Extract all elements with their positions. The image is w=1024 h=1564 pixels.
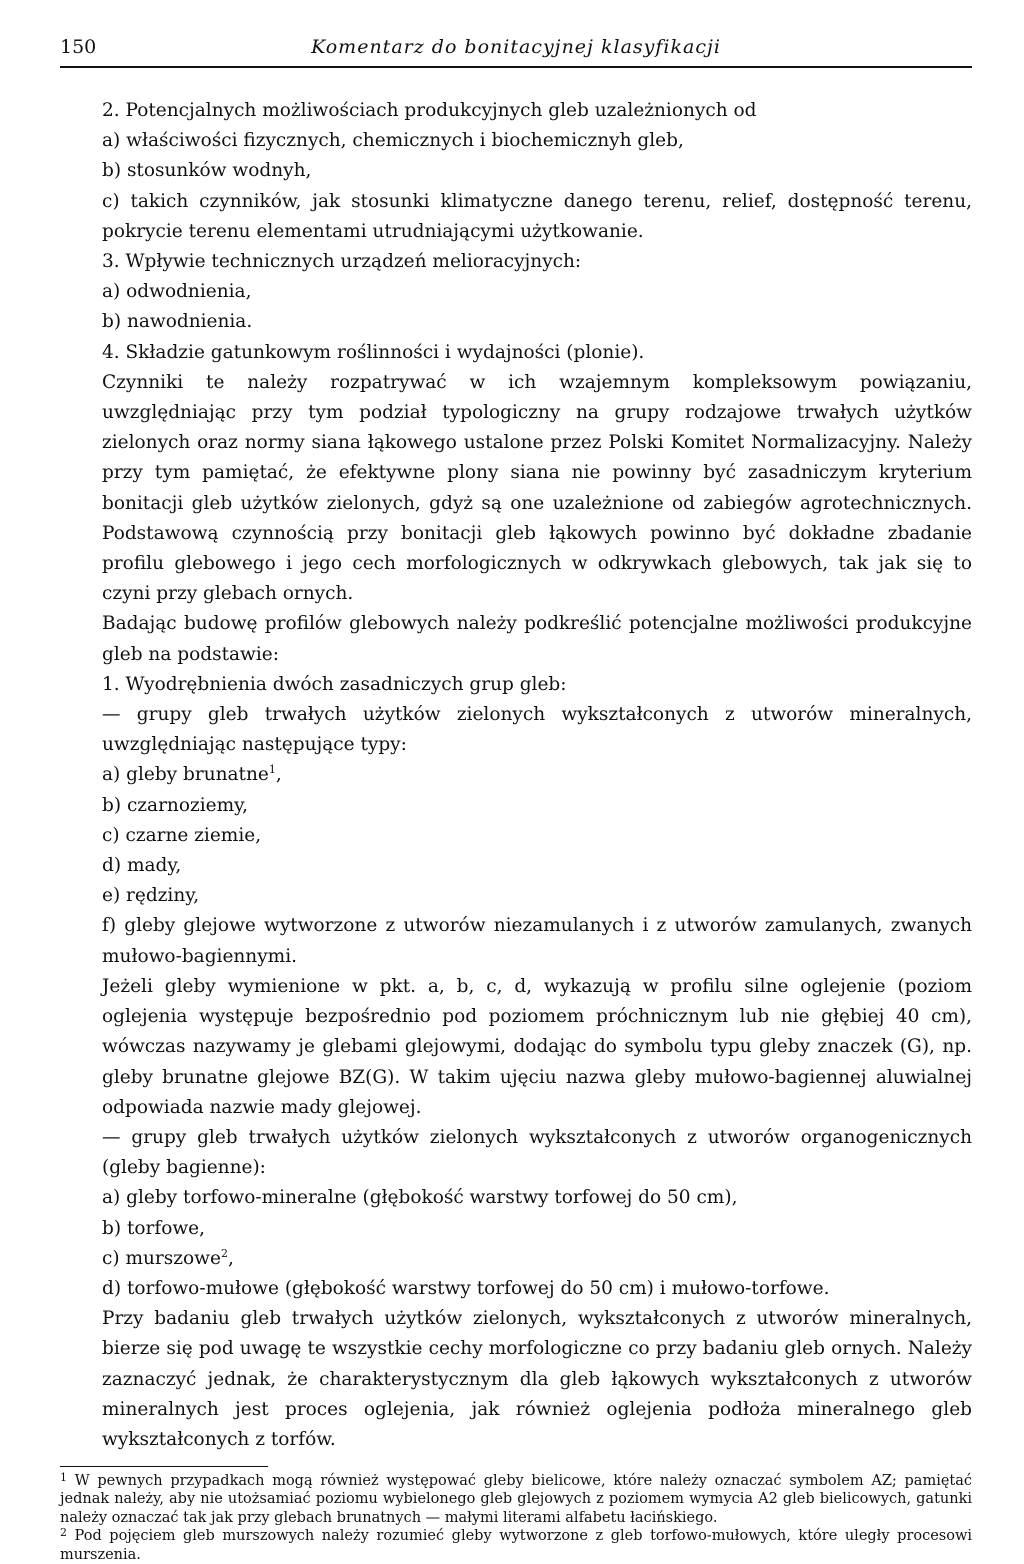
paragraph xyxy=(60,187,972,247)
paragraph-text: Przy badaniu gleb trwałych użytków zielonych, wykształconych z utworów mineralnych, bierze się pod uwagę te wszystkie cechy morfologiczne co przy badaniu gleb ornych. Należy zaznaczyć jednak, że charakterystycznym dla gleb łąkowych wykształconych z utworów mineralnych jest proces oglejenia, jak również oglejenia podłoża mineralnego gleb wykształconych z torfów. xyxy=(102,1308,972,1450)
paragraph-text-tail: , xyxy=(275,764,282,786)
paragraph-text: d) mady, xyxy=(102,855,182,877)
paragraph-text: a) gleby brunatne xyxy=(102,764,269,786)
paragraph xyxy=(60,1244,972,1274)
paragraph xyxy=(60,881,972,911)
paragraph xyxy=(60,1304,972,1455)
paragraph xyxy=(60,911,972,971)
paragraph-text: c) murszowe xyxy=(102,1247,221,1269)
paragraph-text: — grupy gleb trwałych użytków zielonych wykształconych z utworów mineralnych, uwzględniając następujące typy: xyxy=(102,704,972,756)
paragraph-text: Czynniki te należy rozpatrywać w ich wzajemnym kompleksowym powiązaniu, uwzględniając przy tym podział typologiczny na grupy rodzajowe trwałych użytków zielonych oraz normy siana łąkowego ustalone przez Polski Komitet Normalizacyjny. Należy przy tym pamiętać, że efektywne plony siana nie powinny być zasadniczym kryterium bonitacji gleb użytków zielonych, gdyż są one uzależnione od zabiegów agrotechnicznych. Podstawową czynnością przy bonitacji gleb łąkowych powinno być dokładne zbadanie profilu glebowego i jego cech morfologicznych w odkrywkach glebowych, tak jak się to czyni przy glebach ornych. xyxy=(102,371,972,605)
paragraph-text: b) nawodnienia. xyxy=(102,311,253,333)
footnote-reference: 2 xyxy=(220,1246,228,1260)
paragraph xyxy=(60,126,972,156)
paragraph xyxy=(60,1183,972,1213)
paragraph-text: b) czarnoziemy, xyxy=(102,794,249,816)
paragraph xyxy=(60,760,972,790)
footnote xyxy=(60,1527,972,1564)
paragraph-text: a) gleby torfowo-mineralne (głębokość warstwy torfowej do 50 cm), xyxy=(102,1187,738,1209)
paragraph xyxy=(60,821,972,851)
paragraph-text: Badając budowę profilów glebowych należy podkreślić potencjalne możliwości produkcyjne gleb na podstawie: xyxy=(102,613,972,665)
paragraph-text: d) torfowo-mułowe (głębokość warstwy torfowej do 50 cm) i mułowo-torfowe. xyxy=(102,1277,830,1299)
paragraph-text: f) gleby glejowe wytworzone z utworów niezamulanych i z utworów zamulanych, zwanych mułowo-bagiennymi. xyxy=(102,915,972,967)
paragraph xyxy=(60,1274,972,1304)
paragraph-text: Jeżeli gleby wymienione w pkt. a, b, c, d, wykazują w profilu silne oglejenie (poziom oglejenia występuje bezpośrednio pod poziomem próchnicznym lub nie głębiej 40 cm), wówczas nazywamy je glebami glejowymi, dodając do symbolu typu gleby znaczek (G), np. gleby brunatne glejowe BZ(G). W takim ujęciu nazwa gleby mułowo-bagiennej aluwialnej odpowiada nazwie mady glejowej. xyxy=(102,975,972,1118)
paragraph xyxy=(60,609,972,669)
footnote-text: Pod pojęciem gleb murszowych należy rozumieć gleby wytworzone z gleb torfowo-mułowych, które uległy procesowi murszenia. xyxy=(60,1528,972,1563)
paragraph xyxy=(60,1214,972,1244)
paragraph xyxy=(60,338,972,368)
paragraph xyxy=(60,307,972,337)
footnote-divider xyxy=(60,1466,268,1467)
paragraph-text: 1. Wyodrębnienia dwóch zasadniczych grup gleb: xyxy=(102,673,567,695)
footnote-text: W pewnych przypadkach mogą również występować gleby bielicowe, które należy oznaczać symbolem AZ; pamiętać jednak należy, aby nie utożsamiać poziomu wybielonego gleb glejowych z poziomem wymycia A2 gleb bielicowych, gatunki należy oznaczać tak jak przy glebach brunatnych — małymi literami alfabetu łacińskiego. xyxy=(60,1473,972,1526)
paragraph xyxy=(60,156,972,186)
page-number: 150 xyxy=(60,36,97,58)
paragraph-text: a) odwodnienia, xyxy=(102,281,252,303)
paragraph xyxy=(60,670,972,700)
paragraph-text-tail: , xyxy=(227,1247,234,1269)
running-title: Komentarz do bonitacyjnej klasyfikacji xyxy=(311,36,721,58)
paragraph-text: b) torfowe, xyxy=(102,1217,206,1239)
footnote-mark: 2 xyxy=(60,1526,67,1540)
paragraph-text: e) rędziny, xyxy=(102,885,200,907)
paragraph xyxy=(60,96,972,126)
paragraph xyxy=(60,277,972,307)
footnote xyxy=(60,1472,972,1527)
paragraph xyxy=(60,700,972,760)
footnotes xyxy=(60,1472,972,1564)
body-text xyxy=(60,96,972,1455)
paragraph xyxy=(60,851,972,881)
page-header xyxy=(60,36,972,68)
paragraph xyxy=(60,368,972,610)
paragraph xyxy=(60,1123,972,1183)
paragraph-text: 3. Wpływie technicznych urządzeń melioracyjnych: xyxy=(102,251,582,273)
paragraph-text: 2. Potencjalnych możliwościach produkcyjnych gleb uzależnionych od xyxy=(102,100,757,121)
paragraph-text: c) takich czynników, jak stosunki klimatyczne danego terenu, relief, dostępność terenu, pokrycie terenu elementami utrudniającymi użytkowanie. xyxy=(102,190,972,242)
paragraph-text: a) właściwości fizycznych, chemicznych i biochemicznyh gleb, xyxy=(102,130,684,152)
paragraph-text: — grupy gleb trwałych użytków zielonych wykształconych z utworów organogenicznych (gleby bagienne): xyxy=(102,1126,972,1179)
paragraph xyxy=(60,791,972,821)
paragraph xyxy=(60,972,972,1123)
paragraph-text: 4. Składzie gatunkowym roślinności i wydajności (plonie). xyxy=(102,341,645,363)
paragraph xyxy=(60,247,972,277)
footnote-reference: 1 xyxy=(268,763,276,777)
paragraph-text: b) stosunków wodnyh, xyxy=(102,160,312,182)
paragraph-text: c) czarne ziemie, xyxy=(102,824,262,846)
footnote-mark: 1 xyxy=(60,1471,67,1484)
